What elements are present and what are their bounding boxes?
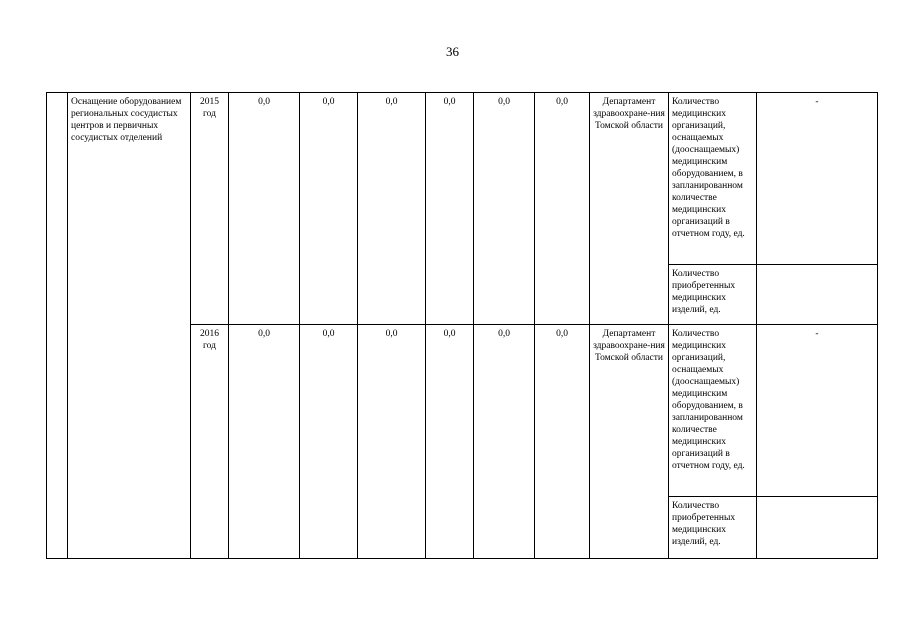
value-cell: 0,0 (229, 325, 300, 559)
value-cell: 0,0 (426, 325, 474, 559)
value-cell: 0,0 (535, 325, 590, 559)
executor-cell: Департамент здравоохране-ния Томской области (590, 93, 669, 325)
indicator-value-cell: - (757, 325, 878, 497)
indicator-value-cell (757, 497, 878, 559)
table-row (47, 93, 878, 265)
activity-number-cell (47, 93, 68, 559)
value-cell: 0,0 (535, 93, 590, 325)
value-cell: 0,0 (426, 93, 474, 325)
executor-cell: Департамент здравоохране-ния Томской области (590, 325, 669, 559)
indicator-name-cell: Количество приобретенных медицинских изделий, ед. (669, 497, 757, 559)
value-cell: 0,0 (300, 325, 358, 559)
value-cell: 0,0 (474, 325, 535, 559)
value-cell: 0,0 (474, 93, 535, 325)
indicator-name-cell: Количество медицинских организаций, оснащаемых (дооснащаемых) медицинским оборудованием, в запланированном количестве медицинских организаций в отчетном году, ед. (669, 93, 757, 265)
program-table (46, 92, 878, 559)
indicator-value-cell (757, 265, 878, 325)
value-cell: 0,0 (300, 93, 358, 325)
year-cell: 2015 год (191, 93, 229, 325)
page-number: 36 (446, 44, 459, 59)
activity-name-cell: Оснащение оборудованием региональных сосудистых центров и первичных сосудистых отделений (68, 93, 191, 559)
indicator-value-cell: - (757, 93, 878, 265)
indicator-name-cell: Количество медицинских организаций, оснащаемых (дооснащаемых) медицинским оборудованием, в запланированном количестве медицинских организаций в отчетном году, ед. (669, 325, 757, 497)
value-cell: 0,0 (229, 93, 300, 325)
year-cell: 2016 год (191, 325, 229, 559)
indicator-name-cell: Количество приобретенных медицинских изделий, ед. (669, 265, 757, 325)
value-cell: 0,0 (358, 93, 426, 325)
value-cell: 0,0 (358, 325, 426, 559)
